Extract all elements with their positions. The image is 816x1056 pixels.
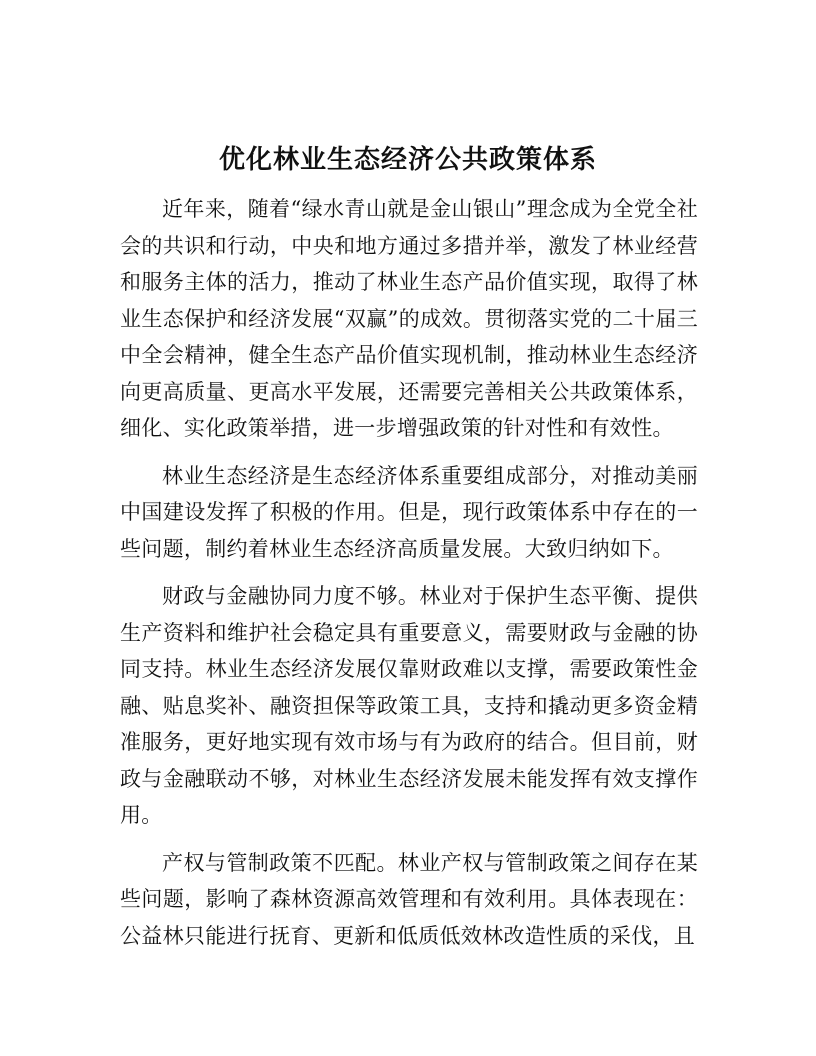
paragraph-2: 林业生态经济是生态经济体系重要组成部分，对推动美丽中国建设发挥了积极的作用。但是，现行政策体系中存在的一些问题，制约着林业生态经济高质量发展。大致归纳如下。	[120, 463, 698, 561]
paragraph-4: 产权与管制政策不匹配。林业产权与管制政策之间存在某些问题，影响了森林资源高效管理和有效利用。具体表现在：公益林只能进行抚育、更新和低质低效林改造性质的采伐，且	[120, 850, 698, 948]
paragraph-3: 财政与金融协同力度不够。林业对于保护生态平衡、提供生产资料和维护社会稳定具有重要意义，需要财政与金融的协同支持。林业生态经济发展仅靠财政难以支撑，需要政策性金融、贴息奖补、融资担保等政策工具，支持和撬动更多资金精准服务，更好地实现有效市场与有为政府的结合。但目前，财政与金融联动不够，对林业生态经济发展未能发挥有效支撑作用。	[120, 584, 698, 827]
paragraph-1: 近年来，随着“绿水青山就是金山银山”理念成为全党全社会的共识和行动，中央和地方通过多措并举，激发了林业经营和服务主体的活力，推动了林业生态产品价值实现，取得了林业生态保护和经济发展“双赢”的成效。贯彻落实党的二十届三中全会精神，健全生态产品价值实现机制，推动林业生态经济向更高质量、更高水平发展，还需要完善相关公共政策体系，细化、实化政策举措，进一步增强政策的针对性和有效性。	[120, 197, 698, 440]
document-title: 优化林业生态经济公共政策体系	[218, 145, 597, 175]
document-body	[120, 191, 698, 965]
